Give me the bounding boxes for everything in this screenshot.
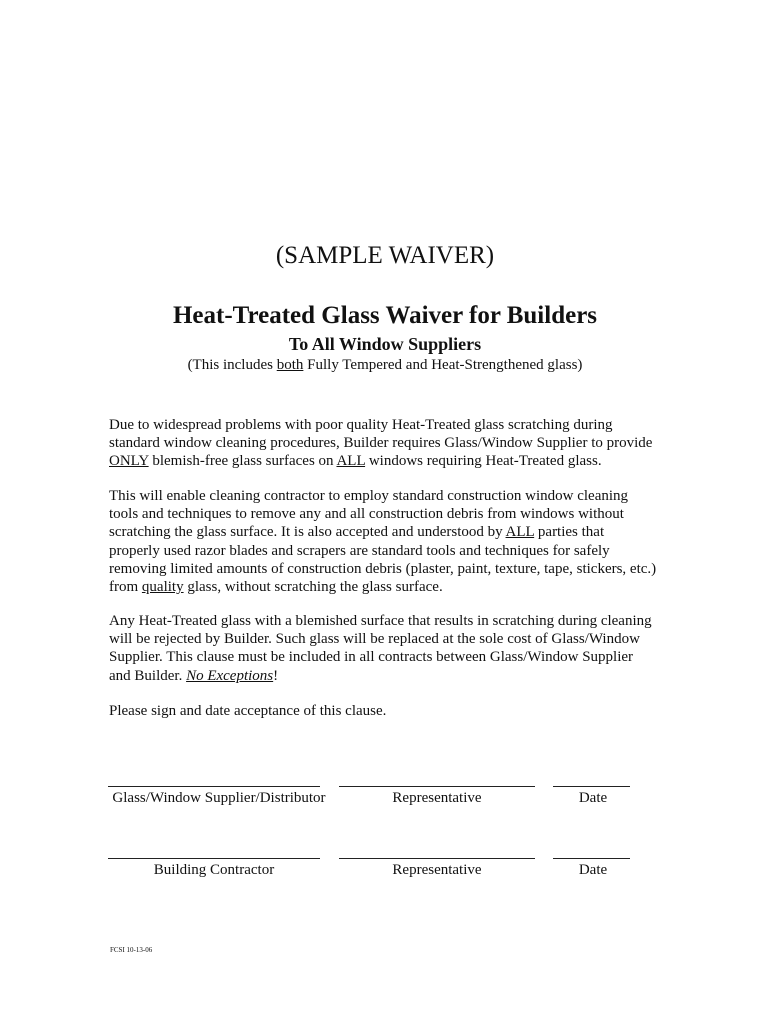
label-contractor: Building Contractor (153, 862, 275, 878)
glass-types-note (0, 357, 770, 374)
emphasis-only: ONLY (109, 453, 149, 470)
emphasis-quality: quality (141, 579, 184, 596)
emphasis-no-exceptions: No Exceptions (186, 667, 274, 684)
emphasis-all: ALL (336, 453, 366, 470)
paragraph-line: removing limited amounts of construction debris (plaster, paint, texture, tape, stickers, etc.) (109, 560, 657, 577)
signature-line-supplier-date[interactable] (553, 786, 630, 787)
signature-line-supplier[interactable] (108, 786, 320, 787)
label-supplier-date: Date (578, 790, 608, 806)
note-text-before: (This includes (187, 357, 277, 373)
text-span: windows requiring Heat-Treated glass. (365, 453, 602, 470)
label-supplier-representative: Representative (392, 790, 482, 806)
sample-waiver-heading: (SAMPLE WAIVER) (275, 242, 495, 269)
paragraph-rejection (109, 612, 669, 685)
paragraph-cleaning (109, 487, 669, 596)
label-contractor-date: Date (578, 862, 608, 878)
paragraph-line: properly used razor blades and scrapers are standard tools and techniques for safely (109, 542, 610, 559)
label-supplier: Glass/Window Supplier/Distributor (112, 790, 326, 806)
paragraph-line (109, 452, 669, 470)
paragraph-line: This will enable cleaning contractor to employ standard construction window cleaning (109, 488, 629, 504)
label-contractor-representative: Representative (392, 862, 482, 878)
signature-line-contractor[interactable] (108, 858, 320, 859)
note-text-after: Fully Tempered and Heat-Strengthened glass) (303, 357, 583, 373)
signature-line-contractor-representative[interactable] (339, 858, 535, 859)
text-span: and Builder. (109, 667, 187, 684)
paragraph-line (109, 578, 669, 596)
paragraph-line: Any Heat-Treated glass with a blemished surface that results in scratching during cleaning (109, 613, 652, 629)
paragraph-line: tools and techniques to remove any and all construction debris from windows without (109, 506, 624, 523)
emphasis-all: ALL (505, 524, 535, 541)
signature-line-supplier-representative[interactable] (339, 786, 535, 787)
text-span: from (109, 579, 142, 596)
document-title: Heat-Treated Glass Waiver for Builders (172, 302, 598, 329)
note-emphasis: both (276, 357, 304, 373)
paragraph-requirements (109, 416, 669, 471)
text-span: glass, without scratching the glass surface. (183, 579, 443, 596)
document-footer-code: FCSI 10-13-06 (110, 946, 153, 954)
text-span: scratching the glass surface. It is also accepted and understood by (109, 524, 506, 541)
paragraph-line: will be rejected by Builder. Such glass will be replaced at the sole cost of Glass/Window (109, 631, 640, 648)
paragraph-line (109, 523, 669, 541)
paragraph-line: Supplier. This clause must be included in all contracts between Glass/Window Supplier (109, 649, 634, 666)
text-span: parties that (534, 524, 605, 541)
paragraph-line: standard window cleaning procedures, Builder requires Glass/Window Supplier to provide (109, 435, 653, 452)
text-span: ! (273, 667, 279, 684)
paragraph-sign-instruction: Please sign and date acceptance of this clause. (109, 703, 387, 719)
document-subtitle: To All Window Suppliers (288, 334, 482, 354)
paragraph-line: Due to widespread problems with poor quality Heat-Treated glass scratching during (109, 417, 613, 433)
signature-line-contractor-date[interactable] (553, 858, 630, 859)
text-span: blemish-free glass surfaces on (148, 453, 337, 470)
paragraph-line (109, 667, 669, 685)
